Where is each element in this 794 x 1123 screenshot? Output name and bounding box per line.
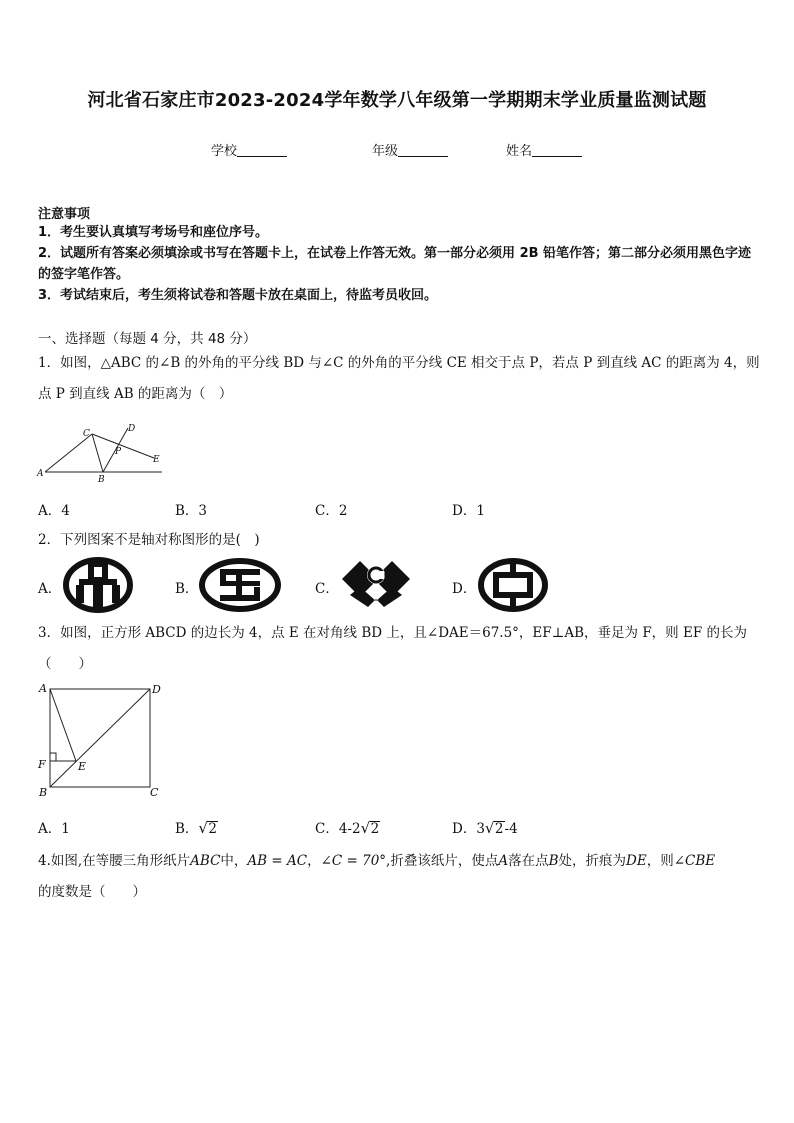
q3-option-d <box>452 817 518 837</box>
point-label-c: C <box>150 786 159 799</box>
q2-option-c-label: C． <box>315 581 339 597</box>
point-label-b: B <box>39 786 48 799</box>
q3-option-b <box>175 817 218 837</box>
q4-math: ∠CBE <box>673 853 716 869</box>
q4-text-part: 处，折痕为 <box>558 853 627 869</box>
point-label-e: E <box>78 760 87 773</box>
q4-text-part: 落在点 <box>508 853 549 869</box>
point-label-p: P <box>115 447 122 457</box>
point-label-d: D <box>152 683 161 696</box>
q4-text-part: ，则 <box>646 853 674 869</box>
q3-option-b-prefix: B． <box>175 821 199 837</box>
q4-text-part: 中， <box>220 853 248 869</box>
sqrt-radicand: 2 <box>494 821 504 837</box>
question-3-text: 3．如图，正方形 ABCD 的边长为 4，点 E 在对角线 BD 上，且∠DAE＝67.5°，EF⊥AB，垂足为 F，则 EF 的长为（ ） <box>38 625 747 672</box>
question-1-text: 1．如图，△ABC 的∠B 的外角的平分线 BD 与∠C 的外角的平分线 CE 相交于点 P，若点 P 到直线 AC 的距离为 4，则点 P 到直线 AB 的距离为（ ） <box>38 355 760 402</box>
note-item: 2．试题所有答案必须填涂或书写在答题卡上，在试卷上作答无效。第一部分必须用 2B 铅笔作答；第二部分必须用黑色字迹的签字笔作答。 <box>38 246 752 282</box>
school-field <box>211 140 287 159</box>
sqrt-symbol <box>198 821 218 837</box>
point-label-b: B <box>98 475 105 485</box>
q4-math: ∠C = 70° <box>320 853 387 869</box>
sqrt-symbol <box>485 821 505 837</box>
q2-option-d-label: D． <box>452 581 477 597</box>
q4-text-part: ,折叠该纸片，使点 <box>386 853 499 869</box>
question-4-text <box>38 846 760 908</box>
name-blank <box>532 144 582 157</box>
q4-text-part: ， <box>307 853 321 869</box>
q2-option-a-label: A． <box>38 581 62 597</box>
school-blank <box>237 144 287 157</box>
q3-option-c <box>315 817 380 837</box>
note-item: 3．考试结束后，考生须将试卷和答题卡放在桌面上，待监考员收回。 <box>38 288 438 303</box>
bank-logo-icon-2 <box>198 557 282 613</box>
sqrt-radicand: 2 <box>208 821 218 837</box>
q4-math: AB = AC <box>247 853 308 869</box>
name-field <box>506 140 582 159</box>
q4-text-part: 的度数是（ ） <box>38 884 146 900</box>
point-label-f: F <box>38 758 46 771</box>
notes-heading: 注意事项 <box>38 207 91 222</box>
bank-logo-icon-4 <box>476 557 550 613</box>
q4-math: DE <box>626 853 647 869</box>
q4-math: A <box>498 853 509 869</box>
section-heading: 一、选择题（每题 4 分，共 48 分） <box>38 331 257 347</box>
q1-option-c: C．2 <box>315 503 348 519</box>
bank-logo-icon-1 <box>60 557 136 613</box>
sqrt-symbol <box>361 821 381 837</box>
question-3-figure <box>36 680 166 800</box>
point-label-e: E <box>153 455 160 465</box>
q1-option-b: B．3 <box>175 503 208 519</box>
bank-logo-icon-3 <box>340 557 412 611</box>
q3-option-d-suffix: -4 <box>504 821 518 837</box>
point-label-d: D <box>128 424 136 434</box>
q3-option-a: A．1 <box>38 821 70 837</box>
q4-math: B <box>548 853 559 869</box>
q3-option-c-prefix: C．4-2 <box>315 821 361 837</box>
page-title: 河北省石家庄市2023-2024学年数学八年级第一学期期末学业质量监测试题 <box>87 90 707 111</box>
q4-text-part: 4.如图,在等腰三角形纸片 <box>38 853 191 869</box>
sqrt-radicand: 2 <box>370 821 380 837</box>
q1-option-d: D．1 <box>452 503 485 519</box>
question-1-figure <box>36 420 170 486</box>
name-label: 姓名 <box>506 144 533 159</box>
school-label: 学校 <box>211 144 238 159</box>
question-2-text: 2．下列图案不是轴对称图形的是( ) <box>38 532 260 548</box>
point-label-c: C <box>83 429 90 439</box>
q4-math: ABC <box>190 853 221 869</box>
grade-label: 年级 <box>372 144 399 159</box>
q1-option-a: A．4 <box>38 503 70 519</box>
grade-blank <box>398 144 448 157</box>
point-label-a: A <box>37 469 44 479</box>
point-label-a: A <box>39 682 47 695</box>
grade-field <box>372 140 448 159</box>
note-item: 1．考生要认真填写考场号和座位序号。 <box>38 225 269 240</box>
q3-option-d-prefix: D．3 <box>452 821 485 837</box>
q2-option-b-label: B． <box>175 581 199 597</box>
